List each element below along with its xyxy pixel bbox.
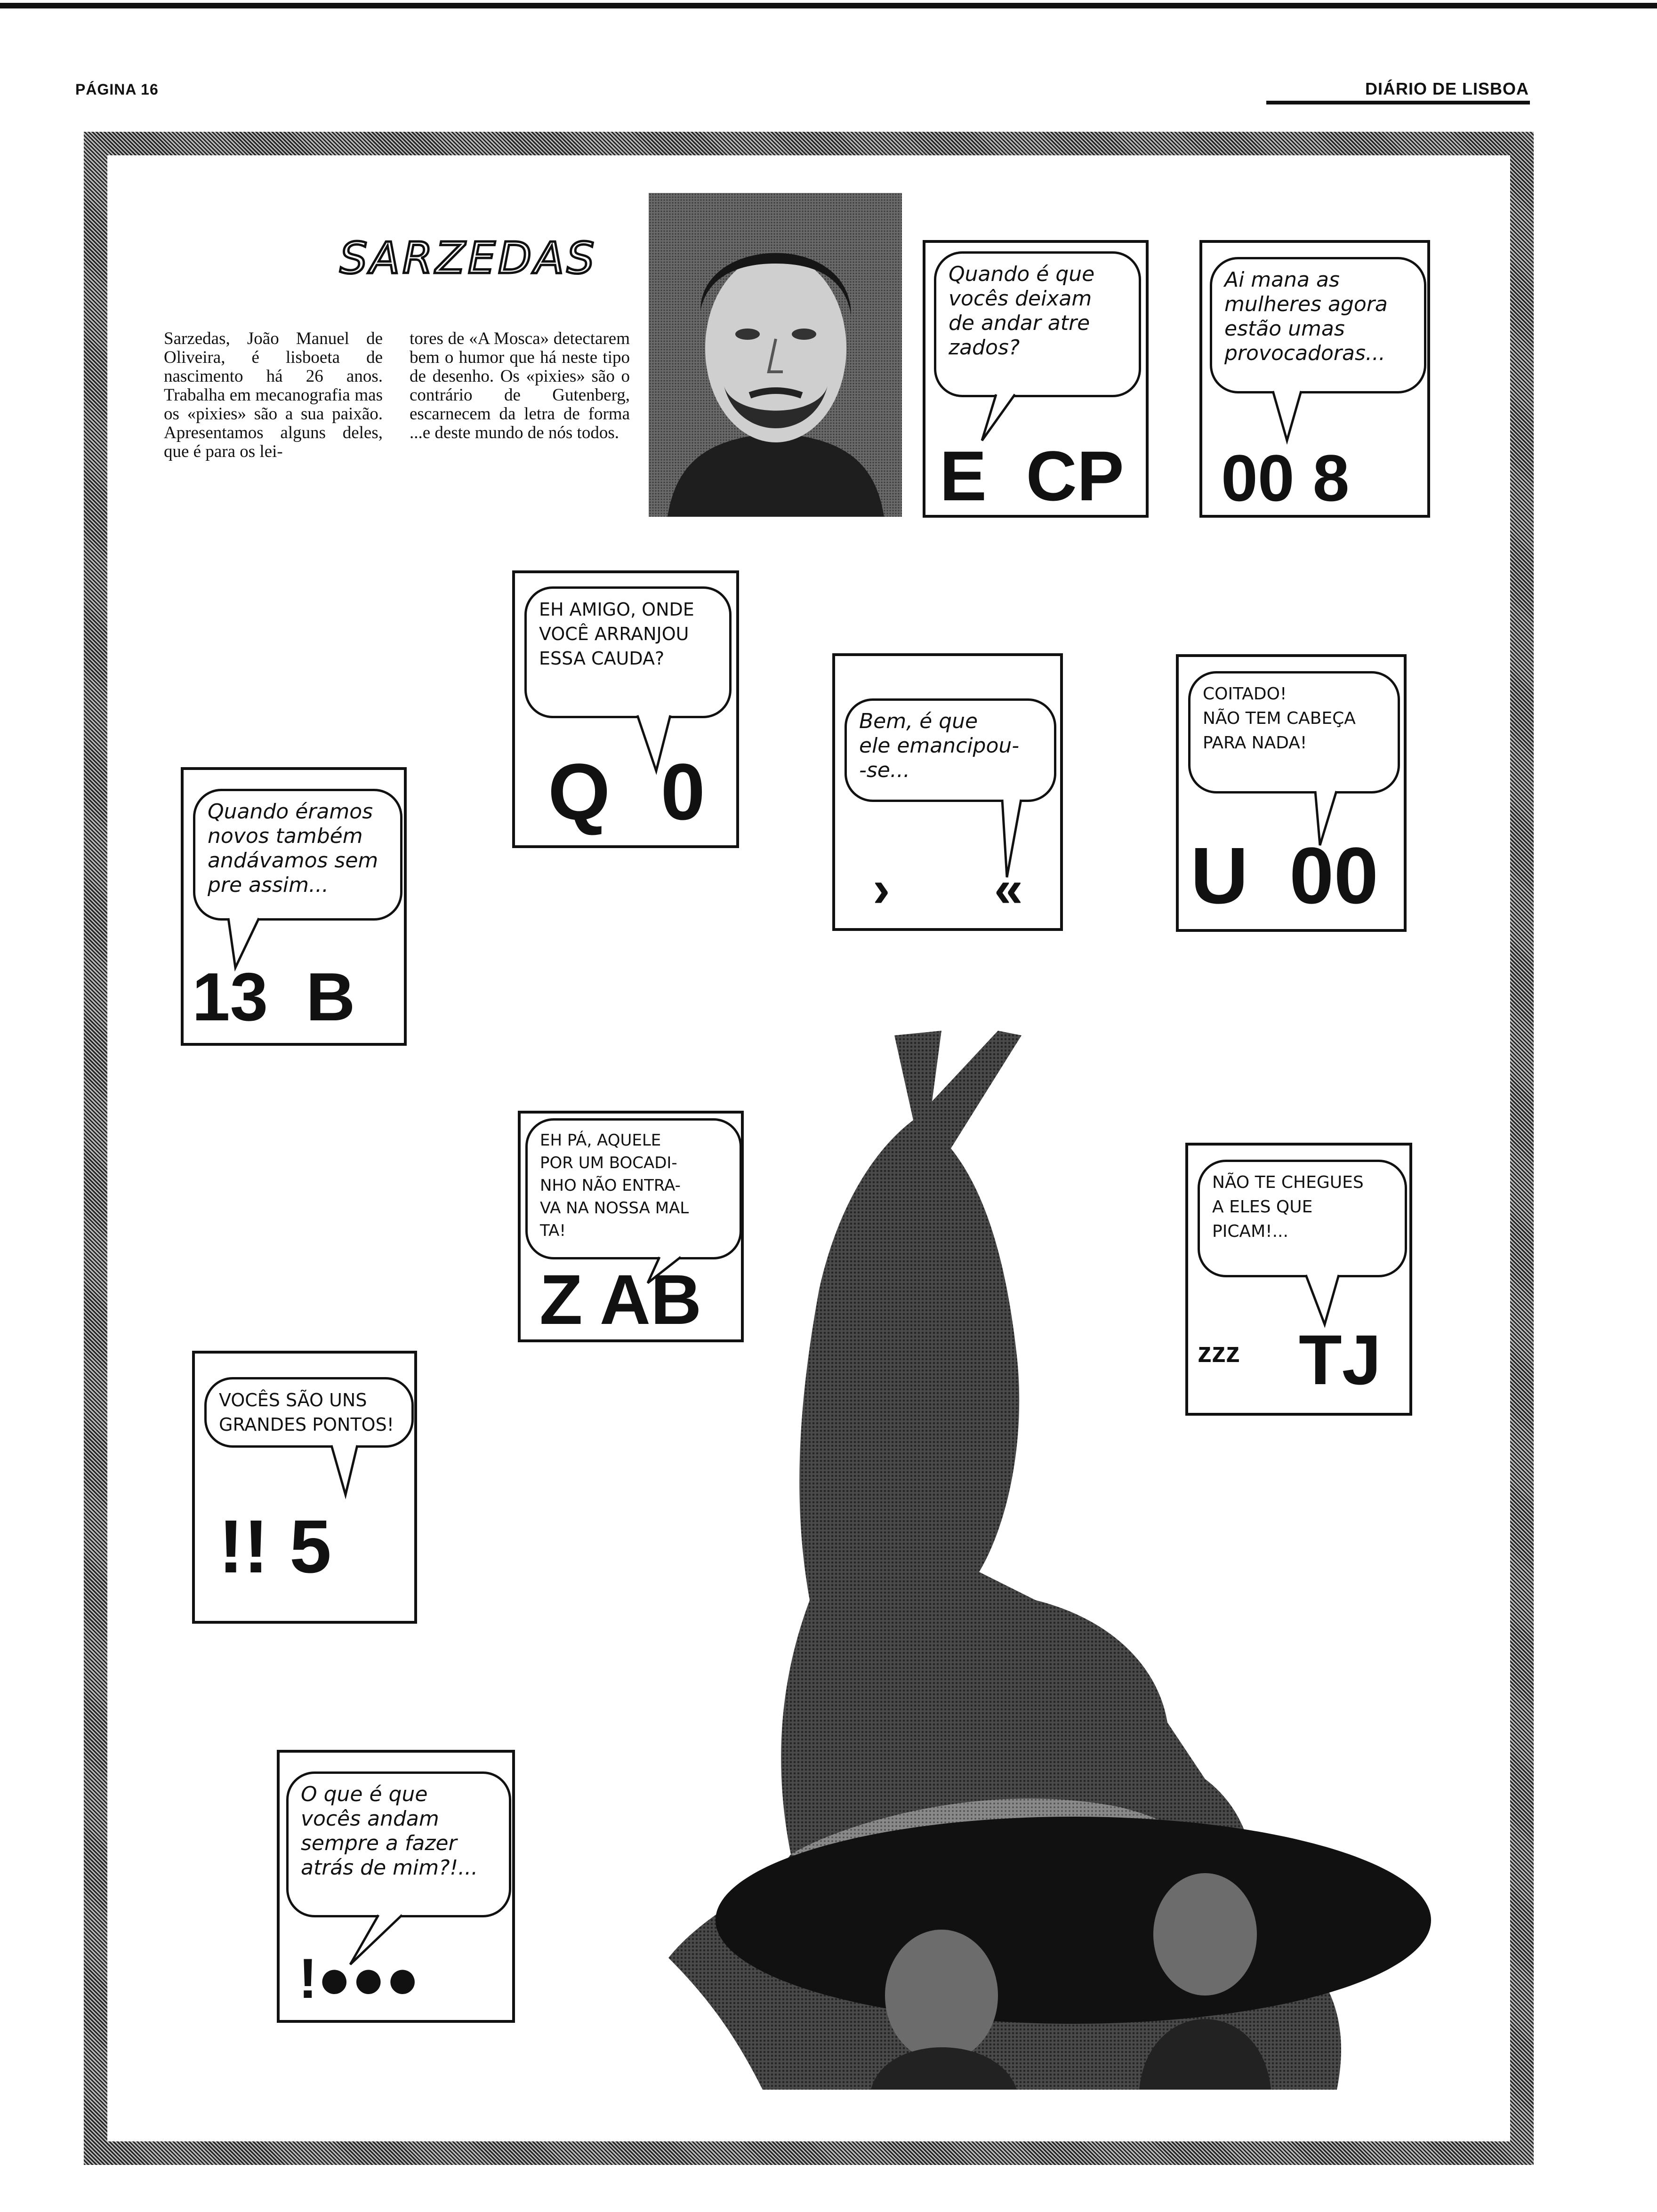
pixie-caption: Z AB <box>539 1260 702 1339</box>
speech-bubble: Ai mana as mulheres agora estão umas provocadoras... <box>1210 257 1426 393</box>
pixie-caption: U 00 <box>1190 831 1379 921</box>
cartoon-panel-1 <box>923 240 1149 518</box>
speech-bubble: EH PÁ, AQUELE POR UM BOCADI- NHO NÃO ENTRA- VA NA NOSSA MAL TA! <box>525 1118 742 1259</box>
cartoon-panel-5 <box>1176 654 1407 932</box>
pixie-caption: E CP <box>940 436 1124 515</box>
author-portrait <box>649 193 902 517</box>
newspaper-name: DIÁRIO DE LISBOA <box>1365 79 1529 98</box>
article-column-1: Sarzedas, João Manuel de Oliveira, é lisboeta de nascimento há 26 anos. Trabalha em mecanografia mas os «pixies» são a sua paixão. Apresentamos alguns deles, que é para os lei- <box>164 329 383 461</box>
pixie-caption: !●●● <box>298 1947 420 2010</box>
pixie-caption: TJ <box>1299 1320 1382 1399</box>
page-number: PÁGINA 16 <box>75 81 159 98</box>
speech-bubble: NÃO TE CHEGUES A ELES QUE PICAM!... <box>1198 1160 1407 1277</box>
pixie-caption: Q 0 <box>548 747 706 837</box>
statue-photo <box>650 1026 1544 2090</box>
article-title-text: SARZEDAS <box>339 233 597 283</box>
top-rule <box>0 3 1657 8</box>
cartoon-panel-6 <box>181 767 407 1046</box>
pixie-caption: 00 8 <box>1221 441 1350 515</box>
speech-bubble: Bem, é que ele emancipou- -se... <box>845 698 1056 802</box>
speech-bubble: EH AMIGO, ONDE VOCÊ ARRANJOU ESSA CAUDA? <box>524 586 732 718</box>
cartoon-panel-2 <box>1199 240 1430 518</box>
speech-bubble: O que é que vocês andam sempre a fazer atrás de mim?!... <box>286 1771 511 1917</box>
pixie-caption-small: zzz <box>1198 1337 1240 1368</box>
speech-bubble: VOCÊS SÃO UNS GRANDES PONTOS! <box>204 1377 414 1448</box>
speech-bubble: Quando é que vocês deixam de andar atre zados? <box>934 251 1141 397</box>
pixie-caption: › « <box>873 860 1023 918</box>
cartoon-panel-10 <box>277 1750 515 2023</box>
newspaper-rule <box>1266 101 1530 104</box>
cartoon-panel-4 <box>832 653 1063 931</box>
speech-bubble: COITADO! NÃO TEM CABEÇA PARA NADA! <box>1188 671 1400 793</box>
pixie-caption: 13 B <box>192 959 355 1035</box>
cartoon-panel-3 <box>512 570 739 848</box>
speech-bubble: Quando éramos novos também andávamos sem pre assim... <box>193 789 402 921</box>
article-column-2: tores de «A Mosca» detectarem bem o humor que há neste tipo de desenho. Os «pixies» são o contrário de Gutenberg, escarnecem da letra de forma ...e deste mundo de nós todos. <box>410 329 630 442</box>
cartoon-panel-9 <box>192 1351 417 1624</box>
article-title <box>315 230 621 286</box>
pixie-caption: !! 5 <box>218 1504 331 1588</box>
